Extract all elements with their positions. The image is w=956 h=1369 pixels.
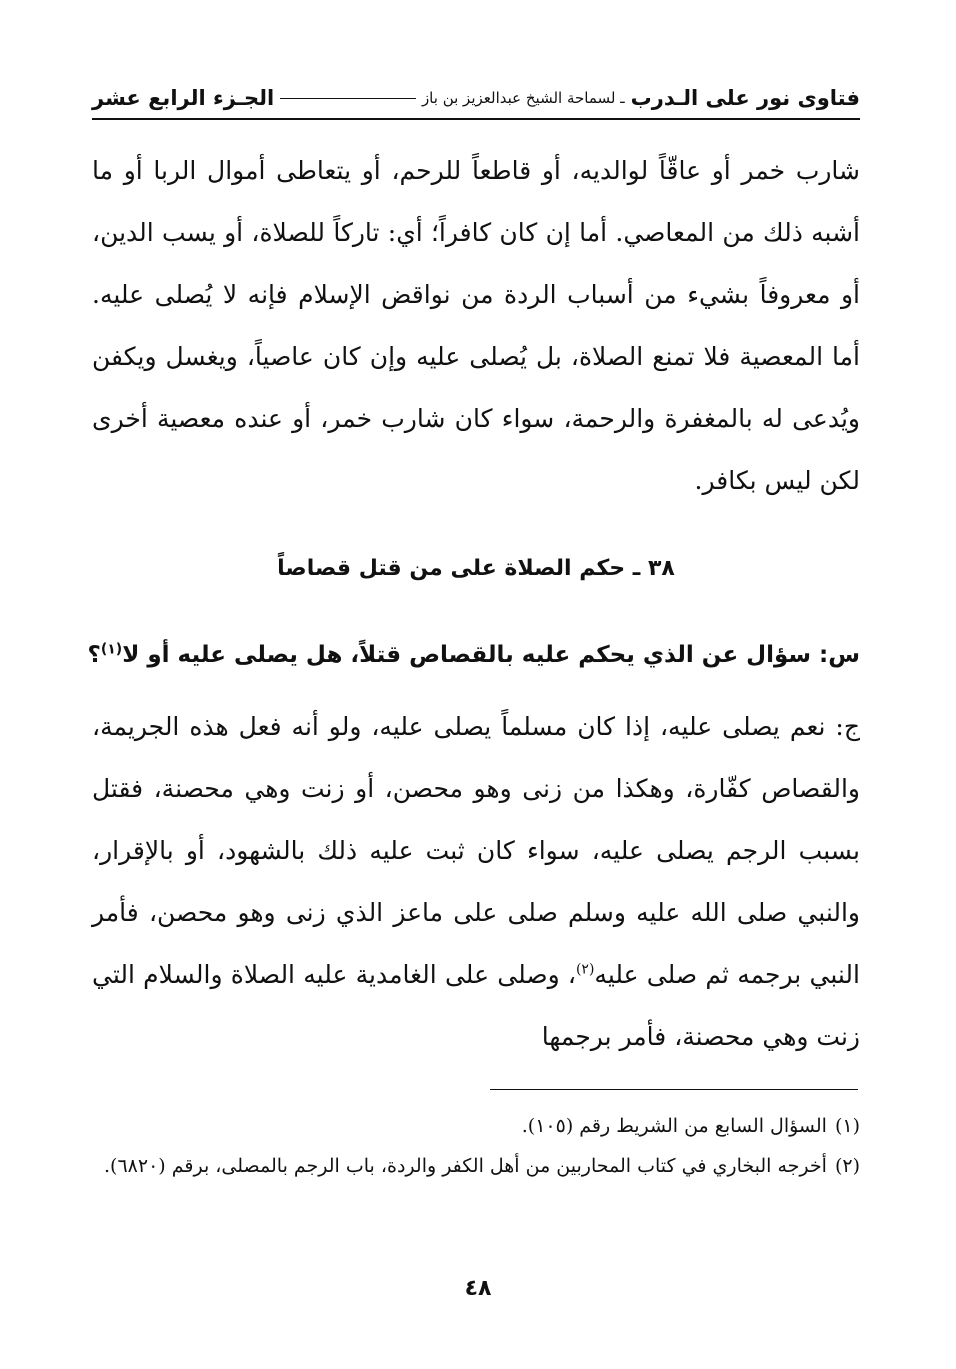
header-divider bbox=[92, 118, 860, 120]
footnote-text: السؤال السابع من الشريط رقم (١٠٥). bbox=[521, 1115, 827, 1137]
section-heading: ٣٨ ـ حكم الصلاة على من قتل قصاصاً bbox=[277, 556, 675, 581]
question-body: س: سؤال عن الذي يحكم عليه بالقصاص قتلاً، هل يصلى عليه أو لا bbox=[122, 642, 860, 668]
footnote-divider bbox=[490, 1089, 858, 1090]
header-dash-rule bbox=[280, 98, 416, 99]
answer-body-part-1: ج: نعم يصلى عليه، إذا كان مسلماً يصلى عليه، ولو أنه فعل هذه الجريمة، والقصاص كفّارة، وهكذا من زنى وهو محصن، أو زنت وهي محصنة، فقتل بسبب الرجم يصلى عليه، سواء كان ثبت عليه ذلك بالشهود، أو بالإقرار، والنبي صلى الله عليه وسلم صلى على ماعز الذي زنى وهو محصن، فأمر النبي برجمه ثم صلى عليه bbox=[92, 712, 860, 989]
footnote-number: (٢) bbox=[834, 1155, 860, 1177]
footnote-1 bbox=[92, 1106, 860, 1146]
footnote-ref-1[interactable]: (١) bbox=[100, 641, 123, 658]
footnote-ref-2[interactable]: (٢) bbox=[575, 961, 595, 978]
footnote-number: (١) bbox=[834, 1115, 860, 1137]
answer-text bbox=[92, 696, 860, 1068]
volume-label: الجـزء الرابع عشر bbox=[92, 86, 275, 110]
paragraph-continuation: شارب خمر أو عاقّاً لوالديه، أو قاطعاً للرحم، أو يتعاطى أموال الربا أو ما أشبه ذلك من المعاصي. أما إن كان كافراً؛ أي: تاركاً للصلاة، أو يسب الدين، أو معروفاً بشيء من أسباب الردة من نواقض الإسلام فإنه لا يُصلى عليه. أما المعصية فلا تمنع الصلاة، بل يُصلى عليه وإن كان عاصياً، ويغسل ويكفن ويُدعى له بالمغفرة والرحمة، سواء كان شارب خمر، أو عنده معصية أخرى لكن ليس بكافر. bbox=[92, 156, 860, 495]
answer-body-part-2: ، وصلى على الغامدية عليه الصلاة والسلام التي زنت وهي محصنة، فأمر برجمها bbox=[92, 960, 860, 1051]
running-header bbox=[92, 80, 860, 116]
footnotes bbox=[92, 1106, 860, 1186]
question-text bbox=[87, 630, 860, 680]
footnote-text: أخرجه البخاري في كتاب المحاربين من أهل الكفر والردة، باب الرجم بالمصلى، برقم (٦٨٢٠). bbox=[104, 1155, 827, 1177]
page-number: ٤٨ bbox=[464, 1276, 492, 1301]
author-name: ـ لسماحة الشيخ عبدالعزيز بن باز bbox=[421, 89, 625, 107]
footnote-2 bbox=[92, 1146, 860, 1186]
book-title: فتاوى نور على الـدرب bbox=[630, 86, 860, 110]
question-mark: ؟ bbox=[87, 642, 101, 668]
